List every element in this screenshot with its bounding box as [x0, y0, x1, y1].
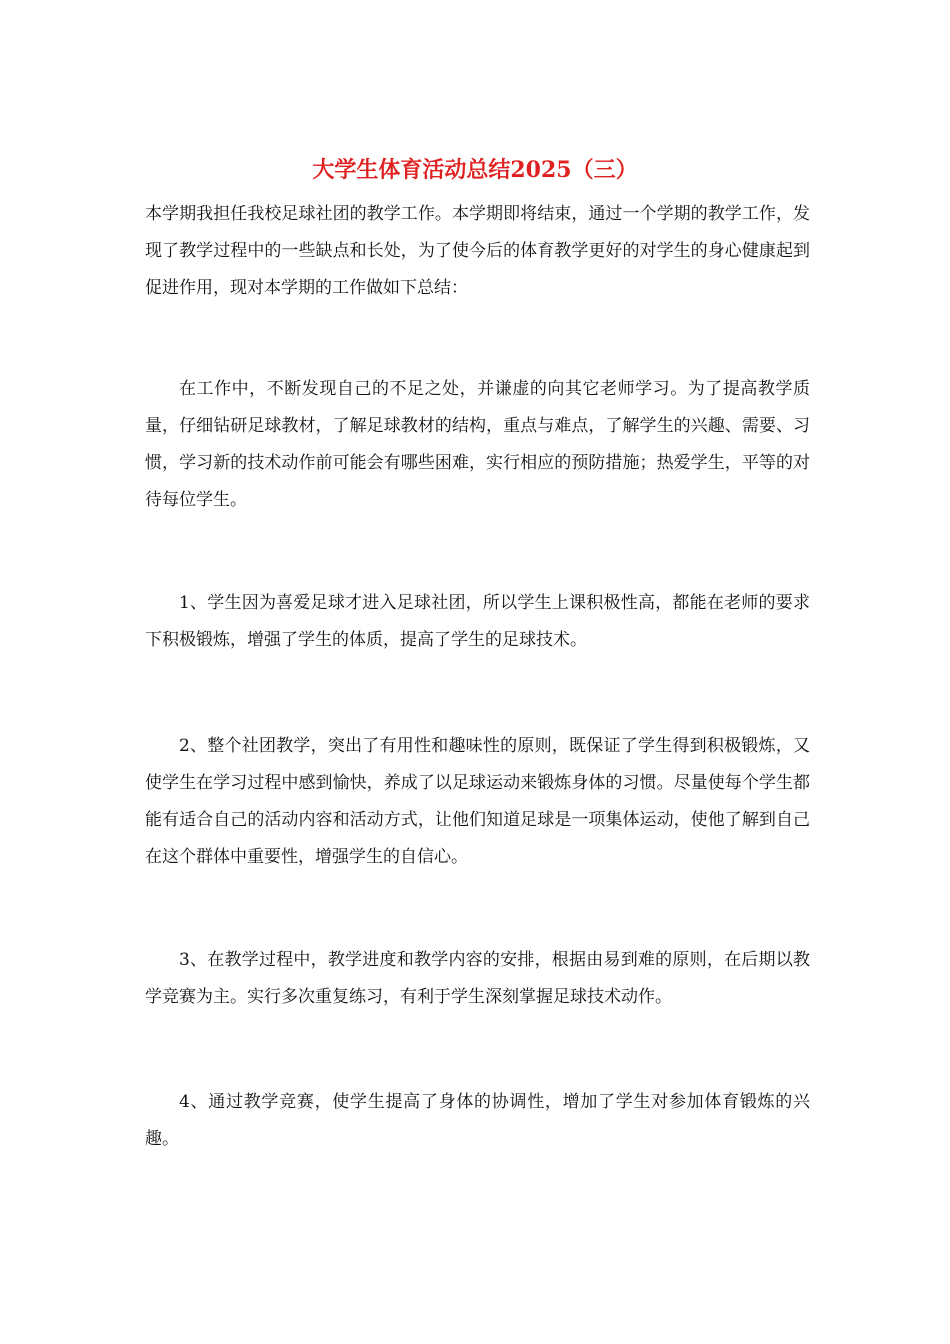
work-paragraph: 在工作中，不断发现自己的不足之处，并谦虚的向其它老师学习。为了提高教学质量，仔细钻研足球教材，了解足球教材的结构，重点与难点，了解学生的兴趣、需要、习惯，学习新的技术动作前可能会有哪些困难，实行相应的预防措施；热爱学生，平等的对待每位学生。 — [145, 379, 810, 510]
point-4-paragraph: 4、通过教学竞赛，使学生提高了身体的协调性，增加了学生对参加体育锻炼的兴趣。 — [145, 1092, 810, 1149]
point-3-paragraph: 3、在教学过程中，教学进度和教学内容的安排，根据由易到难的原则，在后期以教学竞赛为主。实行多次重复练习，有利于学生深刻掌握足球技术动作。 — [145, 950, 810, 1007]
point-2-paragraph: 2、整个社团教学，突出了有用性和趣味性的原则，既保证了学生得到积极锻炼，又使学生在学习过程中感到愉快，养成了以足球运动来锻炼身体的习惯。尽量使每个学生都能有适合自己的活动内容和活动方式，让他们知道足球是一项集体运动，使他了解到自己在这个群体中重要性，增强学生的自信心。 — [145, 736, 810, 867]
point-1-paragraph: 1、学生因为喜爱足球才进入足球社团，所以学生上课积极性高，都能在老师的要求下积极锻炼，增强了学生的体质，提高了学生的足球技术。 — [145, 593, 810, 650]
document-title: 大学生体育活动总结2025（三） — [312, 157, 638, 183]
intro-paragraph: 本学期我担任我校足球社团的教学工作。本学期即将结束，通过一个学期的教学工作，发现了教学过程中的一些缺点和长处，为了使今后的体育教学更好的对学生的身心健康起到促进作用，现对本学期的工作做如下总结： — [145, 204, 810, 298]
